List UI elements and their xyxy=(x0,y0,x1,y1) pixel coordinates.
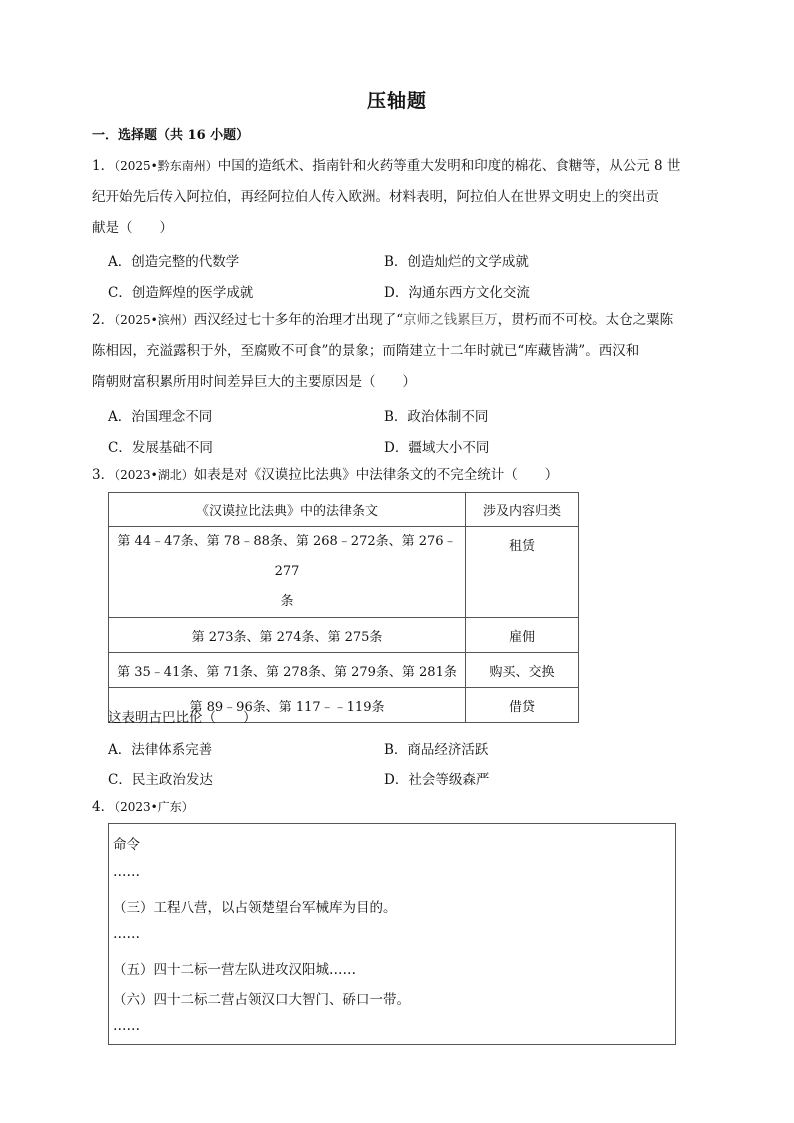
law-clause-table xyxy=(108,492,579,723)
question-number: 4． xyxy=(92,799,115,815)
table-cell: 雇佣 xyxy=(466,618,579,653)
material-line: （三）工程八营，以占领楚望台军械库为目的。 xyxy=(113,900,397,916)
option-b: B．创造灿烂的文学成就 xyxy=(384,254,529,270)
table-cell: 第 89﹣96条、第 117﹣﹣119条 xyxy=(109,688,466,723)
question-text: ，贯朽而不可校。太仓之粟陈 xyxy=(497,312,674,328)
clause-text: 条 xyxy=(280,594,294,609)
question-3 xyxy=(92,460,704,491)
question-source: （2023•湖北） xyxy=(114,468,194,482)
material-line: 命令 xyxy=(113,837,140,853)
question-source: （2023•广东） xyxy=(114,800,194,814)
table-cell: 第 273条、第 274条、第 275条 xyxy=(109,618,466,653)
material-line: （五）四十二标一营左队进攻汉阳城…… xyxy=(113,962,356,978)
question-1 xyxy=(92,151,704,244)
option-b: B．商品经济活跃 xyxy=(384,742,489,758)
material-line: （六）四十二标二营占领汉口大智门、硚口一带。 xyxy=(113,992,410,1008)
table-header-cell: 涉及内容归类 xyxy=(466,493,579,527)
question-source: （2025•滨州） xyxy=(114,313,194,327)
question-1-line-1 xyxy=(92,151,704,182)
option-a: A．法律体系完善 xyxy=(108,742,213,758)
option-a: A．创造完整的代数学 xyxy=(108,254,240,270)
question-2-line-2: 陈相因，充溢露积于外，至腐败不可食”的景象；而隋建立十二年时就已“库藏皆满”。西汉和 xyxy=(92,343,640,359)
question-number: 1． xyxy=(92,158,115,174)
question-3-line-1 xyxy=(92,460,704,491)
question-source: （2025•黔东南州） xyxy=(114,159,218,173)
material-line: …… xyxy=(113,1018,140,1034)
question-2 xyxy=(92,305,704,398)
question-number: 2． xyxy=(92,312,115,328)
option-d: D．疆域大小不同 xyxy=(384,440,490,456)
option-c: C．发展基础不同 xyxy=(108,440,213,456)
table-cell xyxy=(109,527,466,618)
table-cell: 第 35﹣41条、第 71条、第 278条、第 279条、第 281条 xyxy=(109,653,466,688)
option-a: A．治国理念不同 xyxy=(108,409,213,425)
option-b: B．政治体制不同 xyxy=(384,409,489,425)
table-row xyxy=(109,653,579,688)
quoted-text: 京师之钱累巨万 xyxy=(403,312,498,328)
question-4-line-1 xyxy=(92,792,704,823)
question-text: 西汉经过七十多年的治理才出现了“ xyxy=(193,312,404,328)
material-line: …… xyxy=(113,864,140,880)
table-header-row xyxy=(109,493,579,527)
section-heading: 一．选择题（共 16 小题） xyxy=(92,128,250,143)
clause-text: 第 44﹣47条、第 78﹣88条、第 268﹣272条、第 276﹣277 xyxy=(117,534,457,579)
option-d: D．社会等级森严 xyxy=(384,772,490,788)
table-cell: 购买、交换 xyxy=(466,653,579,688)
table-row xyxy=(109,527,579,618)
option-c: C．民主政治发达 xyxy=(108,772,213,788)
question-number: 3． xyxy=(92,467,115,483)
question-1-line-2: 纪开始先后传入阿拉伯，再经阿拉伯人传入欧洲。材料表明，阿拉伯人在世界文明史上的突出贡 xyxy=(92,189,659,205)
table-header-cell: 《汉谟拉比法典》中的法律条文 xyxy=(109,493,466,527)
question-text: 如表是对《汉谟拉比法典》中法律条文的不完全统计（ ） xyxy=(193,467,559,483)
option-d: D．沟通东西方文化交流 xyxy=(384,285,530,301)
question-4 xyxy=(92,792,704,823)
option-c: C．创造辉煌的医学成就 xyxy=(108,285,254,301)
question-2-line-3: 隋朝财富积累所用时间差异巨大的主要原因是（ ） xyxy=(92,374,416,390)
page-title: 压轴题 xyxy=(366,90,427,112)
question-1-line-3: 献是（ ） xyxy=(92,220,173,236)
table-cell: 借贷 xyxy=(466,688,579,723)
table-row xyxy=(109,618,579,653)
question-3-followup: 这表明古巴比伦（ ） xyxy=(108,710,257,726)
question-text: 中国的造纸术、指南针和火药等重大发明和印度的棉花、食糖等，从公元 8 世 xyxy=(217,158,681,174)
source-material-box xyxy=(108,823,676,1045)
material-line: …… xyxy=(113,926,140,942)
table-cell: 租赁 xyxy=(466,527,579,618)
question-2-line-1 xyxy=(92,305,704,336)
